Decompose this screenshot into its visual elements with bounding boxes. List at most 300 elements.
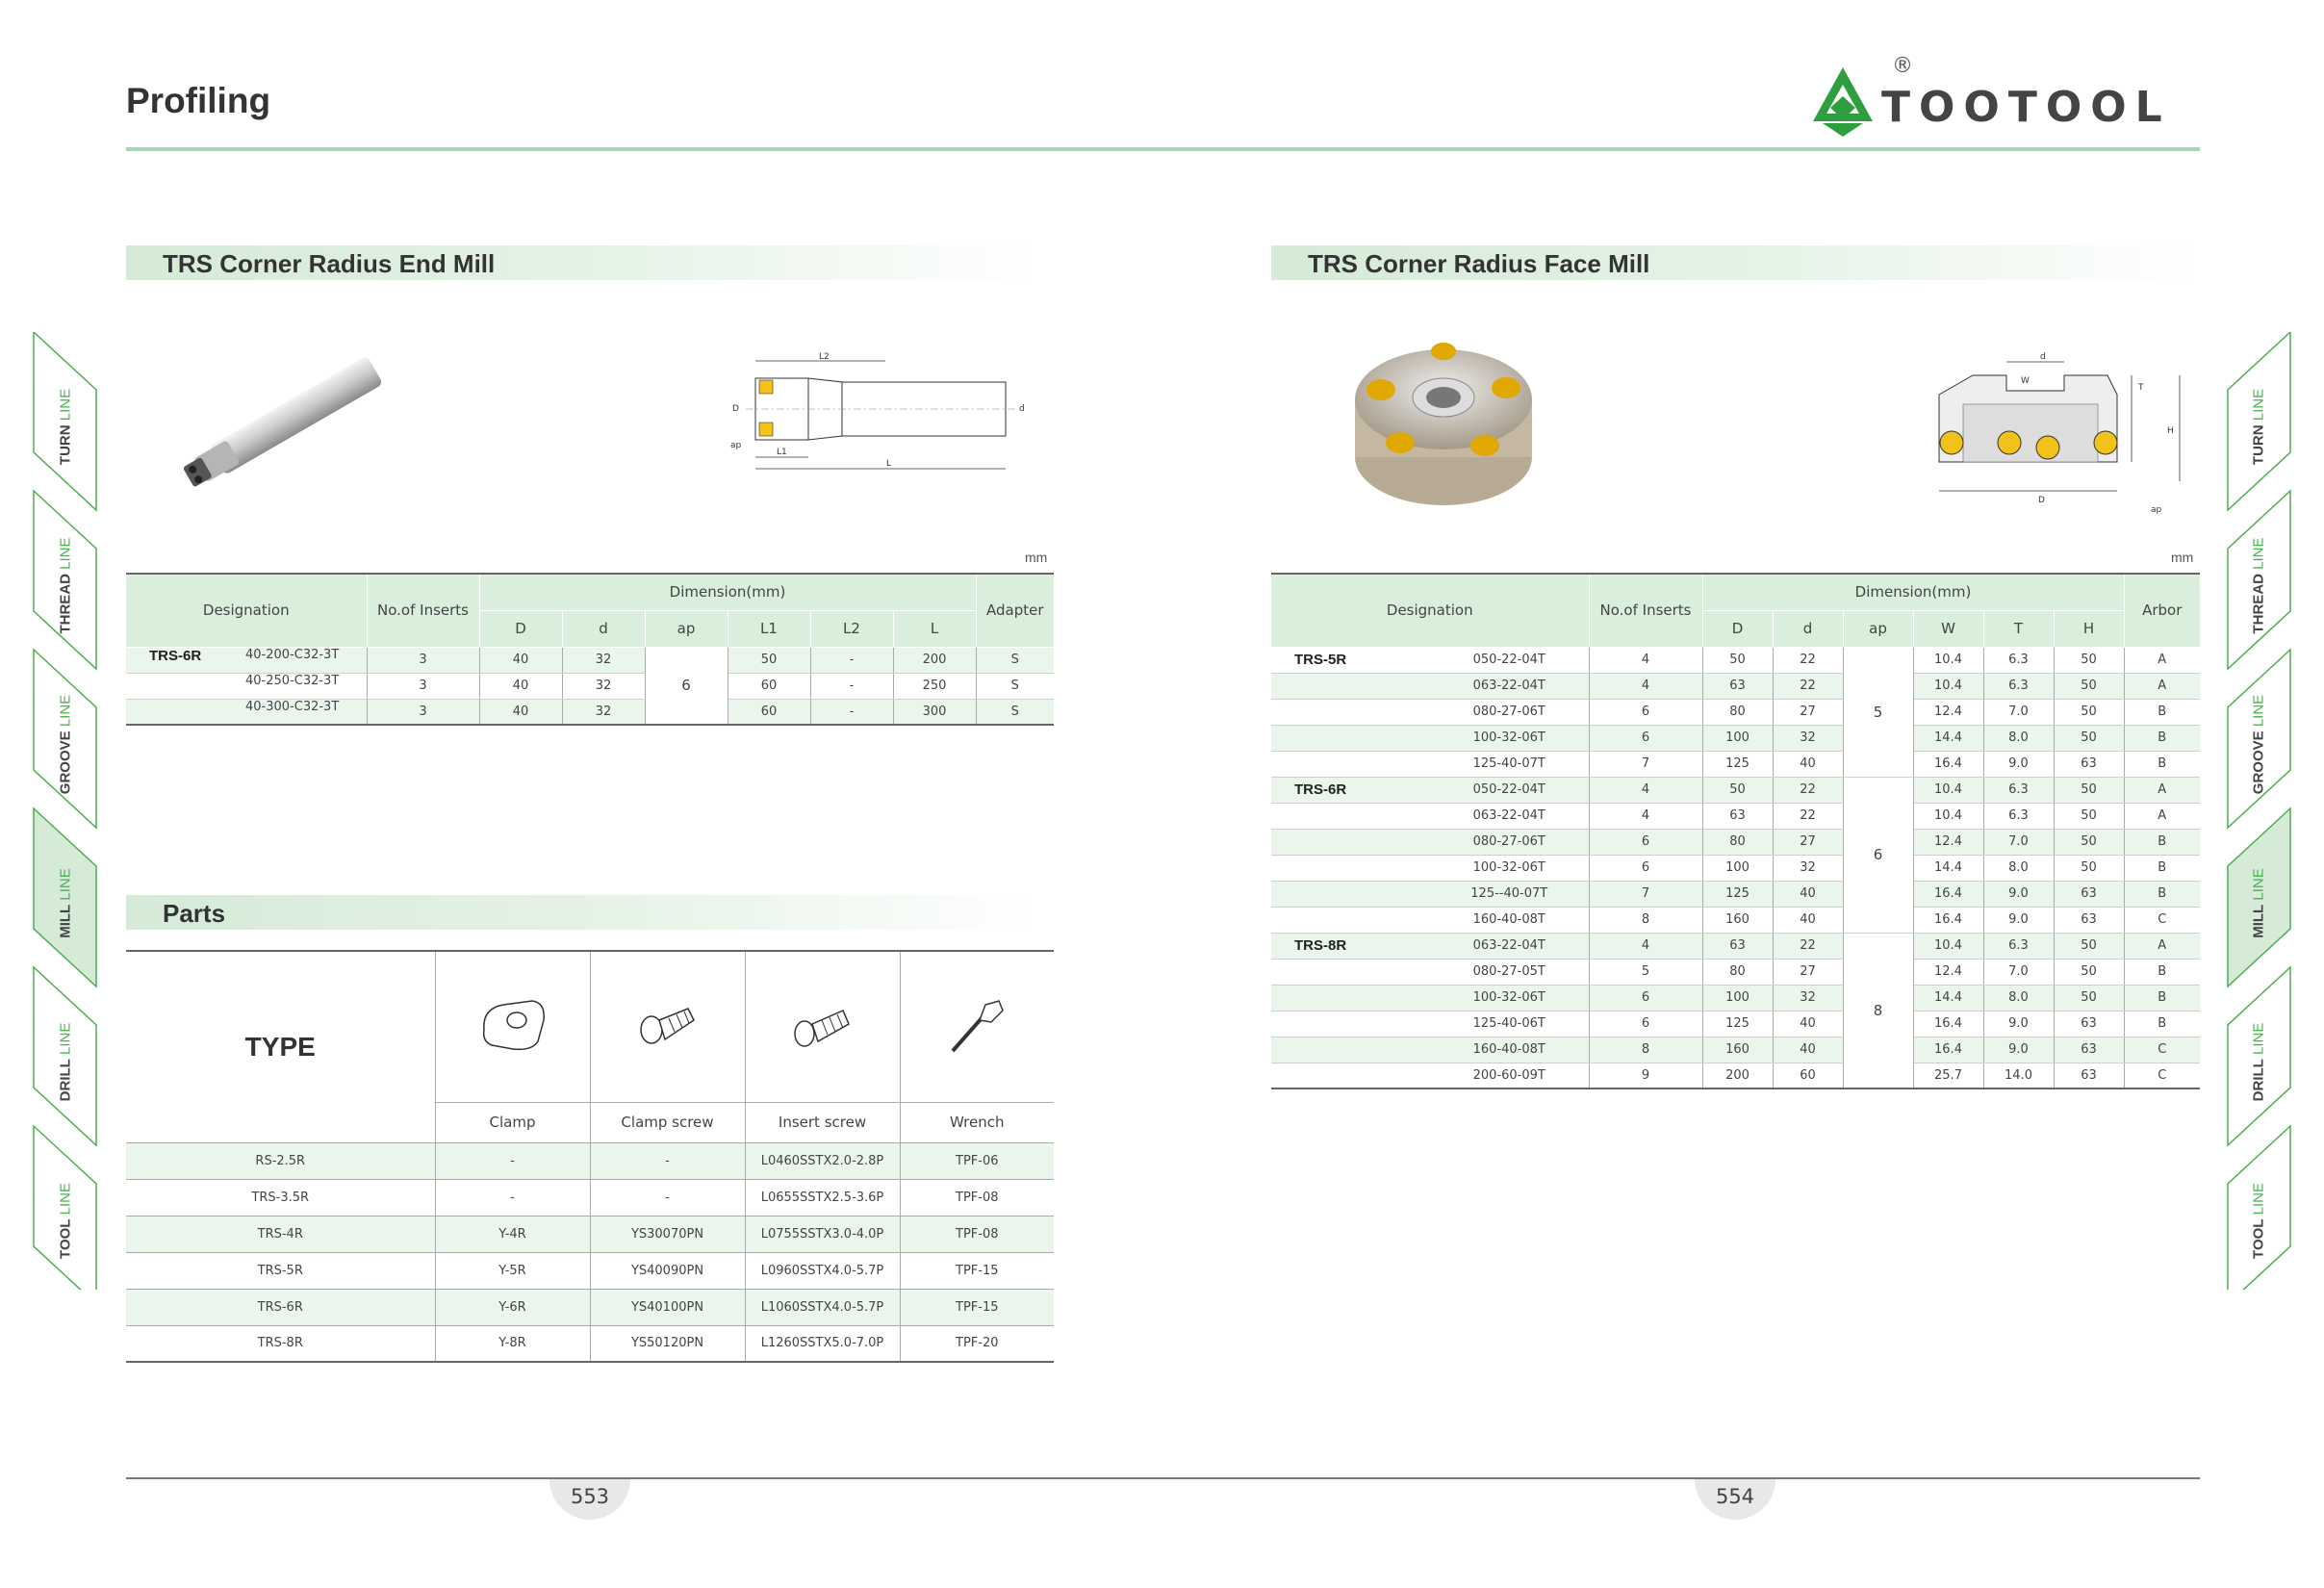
section-header-face-mill xyxy=(1271,245,2200,280)
inserts-cell: 6 xyxy=(1589,699,1702,725)
W-cell: 16.4 xyxy=(1913,907,1983,933)
arbor-cell: C xyxy=(2124,1063,2200,1089)
arbor-cell: B xyxy=(2124,1011,2200,1037)
designation-code: 100-32-06T xyxy=(1430,855,1589,881)
inserts-cell: 7 xyxy=(1589,881,1702,907)
col-ap: ap xyxy=(645,610,728,647)
col-ap: ap xyxy=(1843,610,1913,647)
d-cell: 60 xyxy=(1773,1063,1843,1089)
T-cell: 9.0 xyxy=(1983,907,2054,933)
tab-label-main: GROOVE xyxy=(2250,730,2267,795)
insert-screw-cell: L0655SSTX2.5-3.6P xyxy=(745,1179,900,1216)
arbor-cell: A xyxy=(2124,673,2200,699)
designation-code: 100-32-06T xyxy=(1430,725,1589,751)
clamp-image xyxy=(435,951,590,1102)
table-row xyxy=(1271,725,2200,751)
insert-screw-icon xyxy=(789,991,856,1059)
group-cell xyxy=(1271,1011,1430,1037)
table-row xyxy=(1271,881,2200,907)
D-cell: 40 xyxy=(479,673,562,699)
L2-cell: - xyxy=(810,647,893,673)
D-cell: 80 xyxy=(1702,699,1773,725)
H-cell: 50 xyxy=(2054,959,2124,985)
H-cell: 50 xyxy=(2054,673,2124,699)
W-cell: 12.4 xyxy=(1913,829,1983,855)
T-cell: 9.0 xyxy=(1983,881,2054,907)
col-inserts: No.of Inserts xyxy=(367,574,479,647)
designation-code: 063-22-04T xyxy=(1430,933,1589,959)
table-row xyxy=(1271,777,2200,803)
group-cell xyxy=(1271,673,1430,699)
W-cell: 25.7 xyxy=(1913,1063,1983,1089)
table-row xyxy=(126,1216,1054,1252)
T-cell: 7.0 xyxy=(1983,699,2054,725)
table-row xyxy=(126,1142,1054,1179)
W-cell: 10.4 xyxy=(1913,777,1983,803)
col-clamp-screw: Clamp screw xyxy=(590,1102,745,1142)
d-cell: 40 xyxy=(1773,881,1843,907)
table-row xyxy=(1271,855,2200,881)
D-cell: 63 xyxy=(1702,933,1773,959)
designation-code: 125-40-07T xyxy=(1430,751,1589,777)
group-cell: TRS-8R xyxy=(1271,933,1430,959)
insert-screw-cell: L1260SSTX5.0-7.0P xyxy=(745,1325,900,1362)
group-cell xyxy=(1271,829,1430,855)
d-cell: 22 xyxy=(1773,673,1843,699)
arbor-cell: B xyxy=(2124,985,2200,1011)
H-cell: 50 xyxy=(2054,933,2124,959)
tab-label-main: MILL xyxy=(2250,904,2267,938)
d-cell: 22 xyxy=(1773,777,1843,803)
clamp-screw-image xyxy=(590,951,745,1102)
clamp-screw-cell: YS30070PN xyxy=(590,1216,745,1252)
insert-screw-cell: L0460SSTX2.0-2.8P xyxy=(745,1142,900,1179)
type-label: TYPE xyxy=(126,951,435,1142)
H-cell: 63 xyxy=(2054,1063,2124,1089)
T-cell: 8.0 xyxy=(1983,985,2054,1011)
col-W: W xyxy=(1913,610,1983,647)
D-cell: 50 xyxy=(1702,777,1773,803)
designation-code: 050-22-04T xyxy=(1430,647,1589,673)
L-cell: 200 xyxy=(893,647,976,673)
table-row xyxy=(1271,803,2200,829)
table-row xyxy=(1271,647,2200,673)
col-d: d xyxy=(562,610,645,647)
tab-label-main: TURN xyxy=(2250,424,2267,466)
header-rule xyxy=(126,147,2200,151)
group-cell xyxy=(1271,855,1430,881)
clamp-cell: Y-6R xyxy=(435,1289,590,1325)
section-title: Parts xyxy=(163,899,226,928)
T-cell: 6.3 xyxy=(1983,803,2054,829)
table-row xyxy=(1271,751,2200,777)
side-tabs-left xyxy=(33,332,98,1290)
designation-code: 080-27-06T xyxy=(1430,699,1589,725)
T-cell: 8.0 xyxy=(1983,855,2054,881)
tab-label-line: LINE xyxy=(2250,694,2267,731)
L1-cell: 50 xyxy=(728,647,810,673)
table-row xyxy=(1271,907,2200,933)
W-cell: 16.4 xyxy=(1913,751,1983,777)
page-number-right: 554 xyxy=(1695,1479,1775,1520)
group-cell xyxy=(1271,699,1430,725)
side-tab-tool[interactable] xyxy=(58,1106,74,1337)
face-mill-photo xyxy=(1342,322,1545,515)
T-cell: 6.3 xyxy=(1983,673,2054,699)
tab-label-line: LINE xyxy=(2250,1183,2267,1219)
L-cell: 300 xyxy=(893,699,976,725)
diagram-label-L: L xyxy=(886,459,892,469)
inserts-cell: 5 xyxy=(1589,959,1702,985)
clamp-screw-cell: YS50120PN xyxy=(590,1325,745,1362)
H-cell: 63 xyxy=(2054,751,2124,777)
arbor-cell: A xyxy=(2124,933,2200,959)
col-D: D xyxy=(479,610,562,647)
designation-code: 125--40-07T xyxy=(1430,881,1589,907)
arbor-cell: B xyxy=(2124,881,2200,907)
arbor-cell: B xyxy=(2124,699,2200,725)
designation-code: 063-22-04T xyxy=(1430,673,1589,699)
clamp-cell: Y-4R xyxy=(435,1216,590,1252)
insert-screw-cell: L1060SSTX4.0-5.7P xyxy=(745,1289,900,1325)
tab-label-main: THREAD xyxy=(57,574,74,634)
diagram-label-d: d xyxy=(2040,352,2046,362)
designation-code: 125-40-06T xyxy=(1430,1011,1589,1037)
type-cell: TRS-4R xyxy=(126,1216,435,1252)
diagram-label-ap: ap xyxy=(2151,505,2162,515)
col-arbor: Arbor xyxy=(2124,574,2200,647)
D-cell: 63 xyxy=(1702,673,1773,699)
H-cell: 50 xyxy=(2054,647,2124,673)
T-cell: 9.0 xyxy=(1983,751,2054,777)
clamp-cell: - xyxy=(435,1142,590,1179)
W-cell: 12.4 xyxy=(1913,699,1983,725)
col-wrench: Wrench xyxy=(900,1102,1054,1142)
inserts-cell: 3 xyxy=(367,699,479,725)
wrench-cell: TPF-15 xyxy=(900,1289,1054,1325)
L2-cell: - xyxy=(810,673,893,699)
clamp-screw-cell: YS40090PN xyxy=(590,1252,745,1289)
tab-label-main: GROOVE xyxy=(57,730,74,795)
designation-code: 063-22-04T xyxy=(1430,803,1589,829)
group-cell xyxy=(1271,725,1430,751)
H-cell: 50 xyxy=(2054,777,2124,803)
table-row xyxy=(1271,673,2200,699)
W-cell: 12.4 xyxy=(1913,959,1983,985)
d-cell: 32 xyxy=(562,673,645,699)
tab-label-main: TOOL xyxy=(57,1218,74,1259)
insert-screw-cell: L0960SSTX4.0-5.7P xyxy=(745,1252,900,1289)
inserts-cell: 8 xyxy=(1589,907,1702,933)
tab-label-line: LINE xyxy=(57,868,74,905)
inserts-cell: 6 xyxy=(1589,829,1702,855)
page-title: Profiling xyxy=(126,81,271,120)
face-mill-table xyxy=(1271,573,2200,1089)
d-cell: 32 xyxy=(562,699,645,725)
tab-label-line: LINE xyxy=(2250,388,2267,425)
registered-mark: ® xyxy=(1892,54,1913,78)
arbor-cell: B xyxy=(2124,725,2200,751)
tab-label-main: THREAD xyxy=(2250,574,2267,634)
col-H: H xyxy=(2054,610,2124,647)
D-cell: 100 xyxy=(1702,985,1773,1011)
d-cell: 40 xyxy=(1773,1037,1843,1063)
type-cell: TRS-5R xyxy=(126,1252,435,1289)
col-L2: L2 xyxy=(810,610,893,647)
type-cell: TRS-3.5R xyxy=(126,1179,435,1216)
diagram-label-L2: L2 xyxy=(819,352,830,362)
table-row xyxy=(1271,985,2200,1011)
group-cell xyxy=(1271,985,1430,1011)
diagram-label-ap: ap xyxy=(730,441,742,450)
d-cell: 22 xyxy=(1773,803,1843,829)
designation-code: 050-22-04T xyxy=(1430,777,1589,803)
clamp-screw-cell: YS40100PN xyxy=(590,1289,745,1325)
diagram-label-D: D xyxy=(2038,496,2045,505)
D-cell: 125 xyxy=(1702,751,1773,777)
end-mill-table xyxy=(126,573,1054,726)
clamp-screw-cell: - xyxy=(590,1142,745,1179)
inserts-cell: 4 xyxy=(1589,673,1702,699)
tab-label-line: LINE xyxy=(57,1183,74,1219)
designation-code: 080-27-06T xyxy=(1430,829,1589,855)
arbor-cell: B xyxy=(2124,959,2200,985)
brand-logo xyxy=(1809,54,2204,141)
clamp-cell: Y-5R xyxy=(435,1252,590,1289)
side-tab-tool[interactable] xyxy=(2251,1106,2267,1337)
W-cell: 14.4 xyxy=(1913,725,1983,751)
tab-label-line: LINE xyxy=(2250,537,2267,575)
arbor-cell: B xyxy=(2124,829,2200,855)
diagram-label-L1: L1 xyxy=(777,448,787,457)
designation-code: 160-40-08T xyxy=(1430,907,1589,933)
W-cell: 10.4 xyxy=(1913,933,1983,959)
face-mill-diagram xyxy=(1925,346,2194,520)
group-cell xyxy=(1271,907,1430,933)
table-row xyxy=(1271,829,2200,855)
type-cell: TRS-6R xyxy=(126,1289,435,1325)
tab-label-line: LINE xyxy=(57,1022,74,1060)
T-cell: 9.0 xyxy=(1983,1037,2054,1063)
section-title: TRS Corner Radius End Mill xyxy=(163,249,496,278)
col-designation: Designation xyxy=(1271,574,1589,647)
H-cell: 50 xyxy=(2054,803,2124,829)
page-number-left: 553 xyxy=(549,1479,630,1520)
col-clamp: Clamp xyxy=(435,1102,590,1142)
group-cell xyxy=(1271,959,1430,985)
inserts-cell: 3 xyxy=(367,647,479,673)
T-cell: 6.3 xyxy=(1983,933,2054,959)
arbor-cell: B xyxy=(2124,855,2200,881)
logo-wordmark: TOOTOOL xyxy=(1881,83,2171,132)
col-designation: Designation xyxy=(126,574,367,647)
arbor-cell: A xyxy=(2124,777,2200,803)
col-L1: L1 xyxy=(728,610,810,647)
D-cell: 100 xyxy=(1702,725,1773,751)
D-cell: 200 xyxy=(1702,1063,1773,1089)
H-cell: 50 xyxy=(2054,725,2124,751)
arbor-cell: B xyxy=(2124,751,2200,777)
designation-cell xyxy=(126,673,367,699)
H-cell: 50 xyxy=(2054,699,2124,725)
W-cell: 10.4 xyxy=(1913,673,1983,699)
table-row xyxy=(126,1325,1054,1362)
group-cell xyxy=(1271,1063,1430,1089)
inserts-cell: 6 xyxy=(1589,1011,1702,1037)
d-cell: 32 xyxy=(562,647,645,673)
d-cell: 40 xyxy=(1773,1011,1843,1037)
W-cell: 16.4 xyxy=(1913,1037,1983,1063)
wrench-icon xyxy=(943,991,1010,1059)
inserts-cell: 4 xyxy=(1589,803,1702,829)
col-insert-screw: Insert screw xyxy=(745,1102,900,1142)
tab-label-main: DRILL xyxy=(57,1059,74,1102)
diagram-label-D: D xyxy=(732,404,739,414)
insert-screw-cell: L0755SSTX3.0-4.0P xyxy=(745,1216,900,1252)
table-row xyxy=(126,1252,1054,1289)
wrench-image xyxy=(900,951,1054,1102)
H-cell: 63 xyxy=(2054,907,2124,933)
W-cell: 14.4 xyxy=(1913,855,1983,881)
table-row xyxy=(1271,959,2200,985)
ap-cell: 5 xyxy=(1843,647,1913,777)
D-cell: 160 xyxy=(1702,907,1773,933)
table-row xyxy=(126,1289,1054,1325)
L-cell: 250 xyxy=(893,673,976,699)
table-row xyxy=(126,1179,1054,1216)
type-cell: TRS-8R xyxy=(126,1325,435,1362)
tab-label-main: DRILL xyxy=(2250,1059,2267,1102)
D-cell: 63 xyxy=(1702,803,1773,829)
designation-code: 100-32-06T xyxy=(1430,985,1589,1011)
col-inserts: No.of Inserts xyxy=(1589,574,1702,647)
end-mill-photo xyxy=(168,356,399,491)
arbor-cell: A xyxy=(2124,803,2200,829)
clamp-cell: Y-8R xyxy=(435,1325,590,1362)
H-cell: 63 xyxy=(2054,1037,2124,1063)
d-cell: 27 xyxy=(1773,959,1843,985)
wrench-cell: TPF-15 xyxy=(900,1252,1054,1289)
adapter-cell: S xyxy=(976,699,1054,725)
table-row xyxy=(126,647,1054,673)
tab-label-main: MILL xyxy=(57,904,74,938)
T-cell: 7.0 xyxy=(1983,959,2054,985)
adapter-cell: S xyxy=(976,647,1054,673)
tab-label-line: LINE xyxy=(57,694,74,731)
end-mill-diagram xyxy=(727,351,1034,481)
clamp-cell: - xyxy=(435,1179,590,1216)
T-cell: 7.0 xyxy=(1983,829,2054,855)
H-cell: 50 xyxy=(2054,855,2124,881)
diagram-label-W: W xyxy=(2021,376,2030,386)
D-cell: 100 xyxy=(1702,855,1773,881)
table-row xyxy=(1271,1037,2200,1063)
tab-label-line: LINE xyxy=(57,388,74,425)
inserts-cell: 4 xyxy=(1589,777,1702,803)
ap-cell: 8 xyxy=(1843,933,1913,1089)
d-cell: 32 xyxy=(1773,985,1843,1011)
d-cell: 32 xyxy=(1773,855,1843,881)
W-cell: 14.4 xyxy=(1913,985,1983,1011)
group-name xyxy=(126,674,222,699)
table-row xyxy=(1271,933,2200,959)
inserts-cell: 8 xyxy=(1589,1037,1702,1063)
group-name: TRS-6R xyxy=(149,647,202,664)
W-cell: 10.4 xyxy=(1913,803,1983,829)
wrench-cell: TPF-06 xyxy=(900,1142,1054,1179)
D-cell: 125 xyxy=(1702,1011,1773,1037)
arbor-cell: C xyxy=(2124,1037,2200,1063)
W-cell: 16.4 xyxy=(1913,881,1983,907)
wrench-cell: TPF-08 xyxy=(900,1216,1054,1252)
group-cell xyxy=(1271,881,1430,907)
adapter-cell: S xyxy=(976,673,1054,699)
d-cell: 32 xyxy=(1773,725,1843,751)
tab-label-line: LINE xyxy=(2250,868,2267,905)
inserts-cell: 6 xyxy=(1589,725,1702,751)
L1-cell: 60 xyxy=(728,673,810,699)
logo-mark-icon xyxy=(1809,64,1877,141)
section-header-end-mill xyxy=(126,245,1039,280)
diagram-label-T: T xyxy=(2138,383,2144,393)
wrench-cell: TPF-20 xyxy=(900,1325,1054,1362)
diagram-label-d: d xyxy=(1019,404,1025,414)
inserts-cell: 3 xyxy=(367,673,479,699)
designation-code: 40-300-C32-3T xyxy=(245,699,340,714)
clamp-screw-cell: - xyxy=(590,1179,745,1216)
section-title: TRS Corner Radius Face Mill xyxy=(1308,249,1650,278)
table-row xyxy=(1271,699,2200,725)
group-cell xyxy=(1271,1037,1430,1063)
D-cell: 160 xyxy=(1702,1037,1773,1063)
designation-cell xyxy=(126,699,367,725)
T-cell: 9.0 xyxy=(1983,1011,2054,1037)
T-cell: 8.0 xyxy=(1983,725,2054,751)
d-cell: 27 xyxy=(1773,829,1843,855)
group-cell: TRS-6R xyxy=(1271,777,1430,803)
footer-rule xyxy=(126,1477,2200,1479)
table-row xyxy=(1271,1011,2200,1037)
group-cell xyxy=(1271,803,1430,829)
inserts-cell: 6 xyxy=(1589,855,1702,881)
tab-label-line: LINE xyxy=(2250,1022,2267,1060)
table-row xyxy=(126,673,1054,699)
arbor-cell: A xyxy=(2124,647,2200,673)
col-d: d xyxy=(1773,610,1843,647)
group-name xyxy=(126,700,222,725)
H-cell: 50 xyxy=(2054,829,2124,855)
D-cell: 50 xyxy=(1702,647,1773,673)
col-dimension: Dimension(mm) xyxy=(1702,574,2124,610)
d-cell: 22 xyxy=(1773,933,1843,959)
wrench-cell: TPF-08 xyxy=(900,1179,1054,1216)
L1-cell: 60 xyxy=(728,699,810,725)
designation-code: 160-40-08T xyxy=(1430,1037,1589,1063)
type-cell: RS-2.5R xyxy=(126,1142,435,1179)
group-cell: TRS-5R xyxy=(1271,647,1430,673)
W-cell: 10.4 xyxy=(1913,647,1983,673)
ap-cell: 6 xyxy=(645,647,728,725)
T-cell: 14.0 xyxy=(1983,1063,2054,1089)
tab-label-main: TURN xyxy=(57,424,74,466)
side-tabs-right xyxy=(2226,332,2291,1290)
d-cell: 22 xyxy=(1773,647,1843,673)
designation-code: 200-60-09T xyxy=(1430,1063,1589,1089)
D-cell: 80 xyxy=(1702,959,1773,985)
designation-code: 40-200-C32-3T xyxy=(245,647,340,662)
H-cell: 63 xyxy=(2054,881,2124,907)
diagram-label-H: H xyxy=(2167,426,2174,436)
